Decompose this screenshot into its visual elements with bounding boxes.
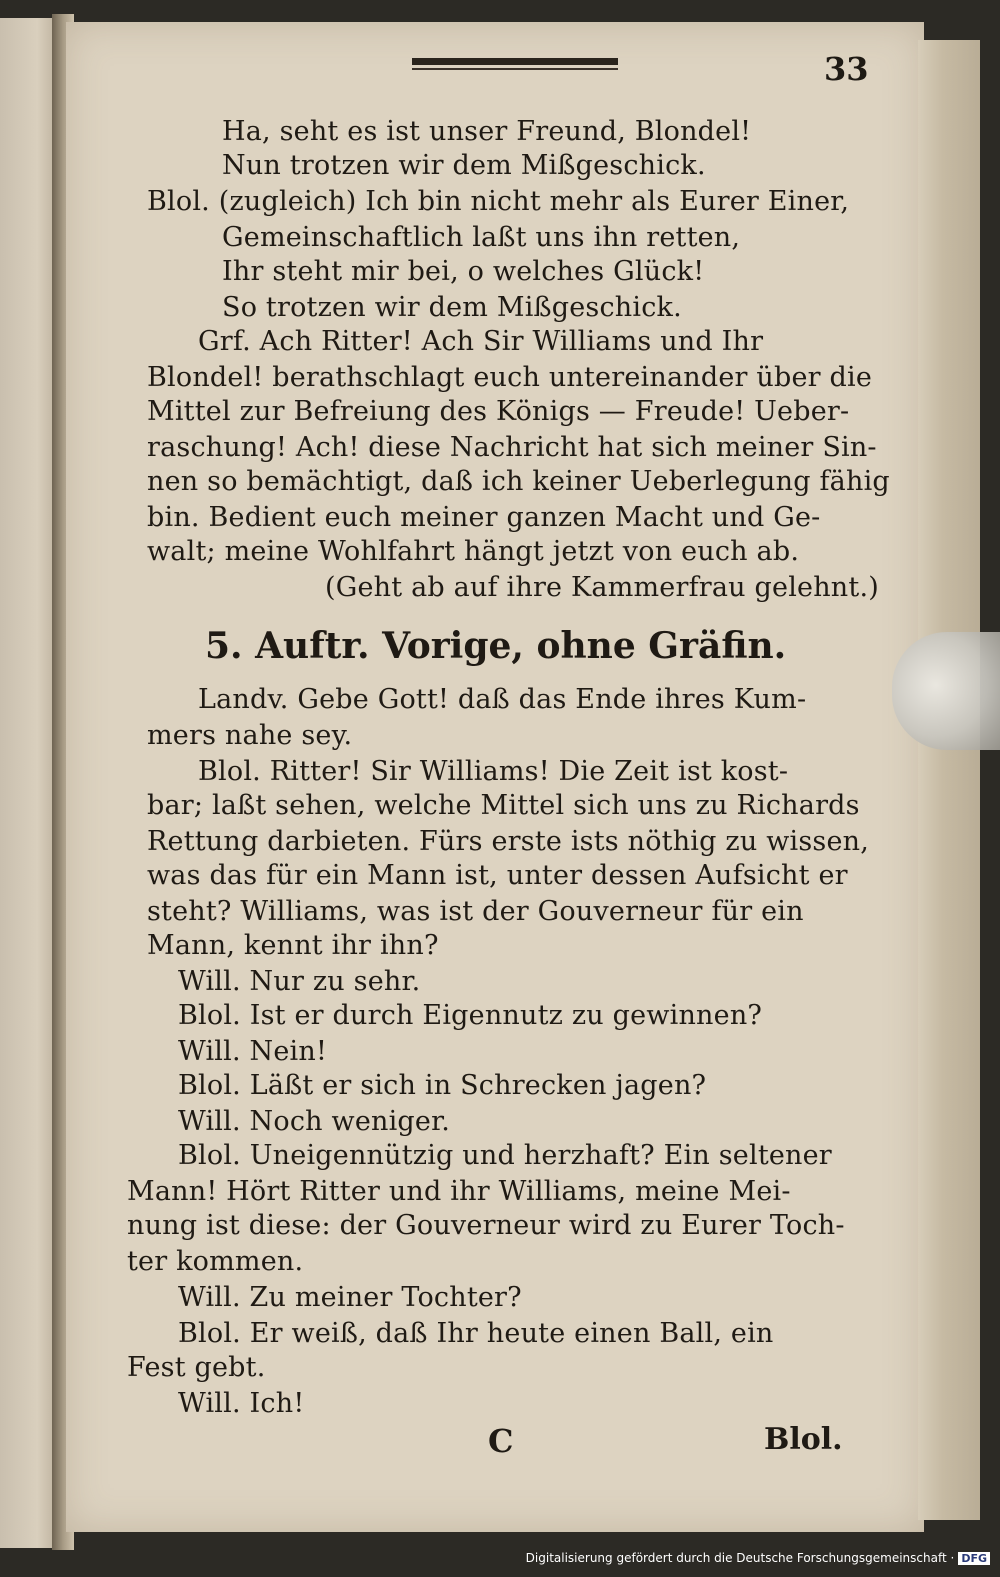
text-line: Ihr steht mir bei, o welches Glück! xyxy=(222,256,705,287)
text-line: Blol. Läßt er sich in Schrecken jagen? xyxy=(178,1070,707,1101)
dfg-logo: DFG xyxy=(958,1552,990,1565)
text-line: bar; laßt sehen, welche Mittel sich uns zu Richards xyxy=(147,790,860,821)
text-line: Mann, kennt ihr ihn? xyxy=(147,930,439,961)
text-line: Will. Nein! xyxy=(178,1036,328,1067)
text-line: Will. Nur zu sehr. xyxy=(178,966,421,997)
text-line: walt; meine Wohlfahrt hängt jetzt von euch ab. xyxy=(147,536,800,567)
text-line: Will. Noch weniger. xyxy=(178,1106,451,1137)
text-line: steht? Williams, was ist der Gouverneur für ein xyxy=(147,896,804,927)
text-line: Will. Zu meiner Tochter? xyxy=(178,1282,522,1313)
text-line: Rettung darbieten. Fürs erste ists nöthig zu wissen, xyxy=(147,826,870,857)
text-line: Blol. Ritter! Sir Williams! Die Zeit ist kost- xyxy=(198,756,789,787)
text-line: Fest gebt. xyxy=(127,1352,266,1383)
page-stack-edge xyxy=(918,40,980,1520)
stage-direction: (Geht ab auf ihre Kammerfrau gelehnt.) xyxy=(325,572,879,603)
text-line: Blol. Er weiß, daß Ihr heute einen Ball, ein xyxy=(178,1318,774,1349)
text-line: Blol. (zugleich) Ich bin nicht mehr als Eurer Einer, xyxy=(147,186,850,217)
scene-heading: 5. Auftr. Vorige, ohne Gräfin. xyxy=(205,625,787,667)
text-line: ter kommen. xyxy=(127,1246,304,1277)
page-clip xyxy=(892,632,1000,750)
header-rule xyxy=(412,58,618,65)
text-line: nung ist diese: der Gouverneur wird zu Eurer Toch- xyxy=(127,1210,845,1241)
text-line: Landv. Gebe Gott! daß das Ende ihres Kum- xyxy=(198,684,807,715)
text-line: mers nahe sey. xyxy=(147,720,353,751)
text-line: Blondel! berathschlagt euch untereinander über die xyxy=(147,362,873,393)
text-line: bin. Bedient euch meiner ganzen Macht und Ge- xyxy=(147,502,821,533)
text-line: Mann! Hört Ritter und ihr Williams, meine Mei- xyxy=(127,1176,791,1207)
text-line: Gemeinschaftlich laßt uns ihn retten, xyxy=(222,222,741,253)
footer-text: Digitalisierung gefördert durch die Deutsche Forschungsgemeinschaft · xyxy=(525,1551,955,1565)
page-number: 33 xyxy=(824,50,869,88)
catchword: Blol. xyxy=(764,1422,843,1457)
text-line: Nun trotzen wir dem Mißgeschick. xyxy=(222,150,706,181)
text-line: Blol. Ist er durch Eigennutz zu gewinnen? xyxy=(178,1000,763,1031)
text-line: nen so bemächtigt, daß ich keiner Ueberlegung fähig xyxy=(147,466,890,497)
text-line: Grf. Ach Ritter! Ach Sir Williams und Ihr xyxy=(198,326,764,357)
text-line: raschung! Ach! diese Nachricht hat sich meiner Sin- xyxy=(147,432,877,463)
text-line: Mittel zur Befreiung des Königs — Freude! Ueber- xyxy=(147,396,850,427)
text-line: Will. Ich! xyxy=(178,1388,305,1419)
text-line: So trotzen wir dem Mißgeschick. xyxy=(222,292,682,323)
text-line: Blol. Uneigennützig und herzhaft? Ein seltener xyxy=(178,1140,832,1171)
text-line: was das für ein Mann ist, unter dessen Aufsicht er xyxy=(147,860,848,891)
funding-footer xyxy=(526,1551,990,1565)
text-line: Ha, seht es ist unser Freund, Blondel! xyxy=(222,116,752,147)
signature-mark: C xyxy=(488,1422,514,1460)
